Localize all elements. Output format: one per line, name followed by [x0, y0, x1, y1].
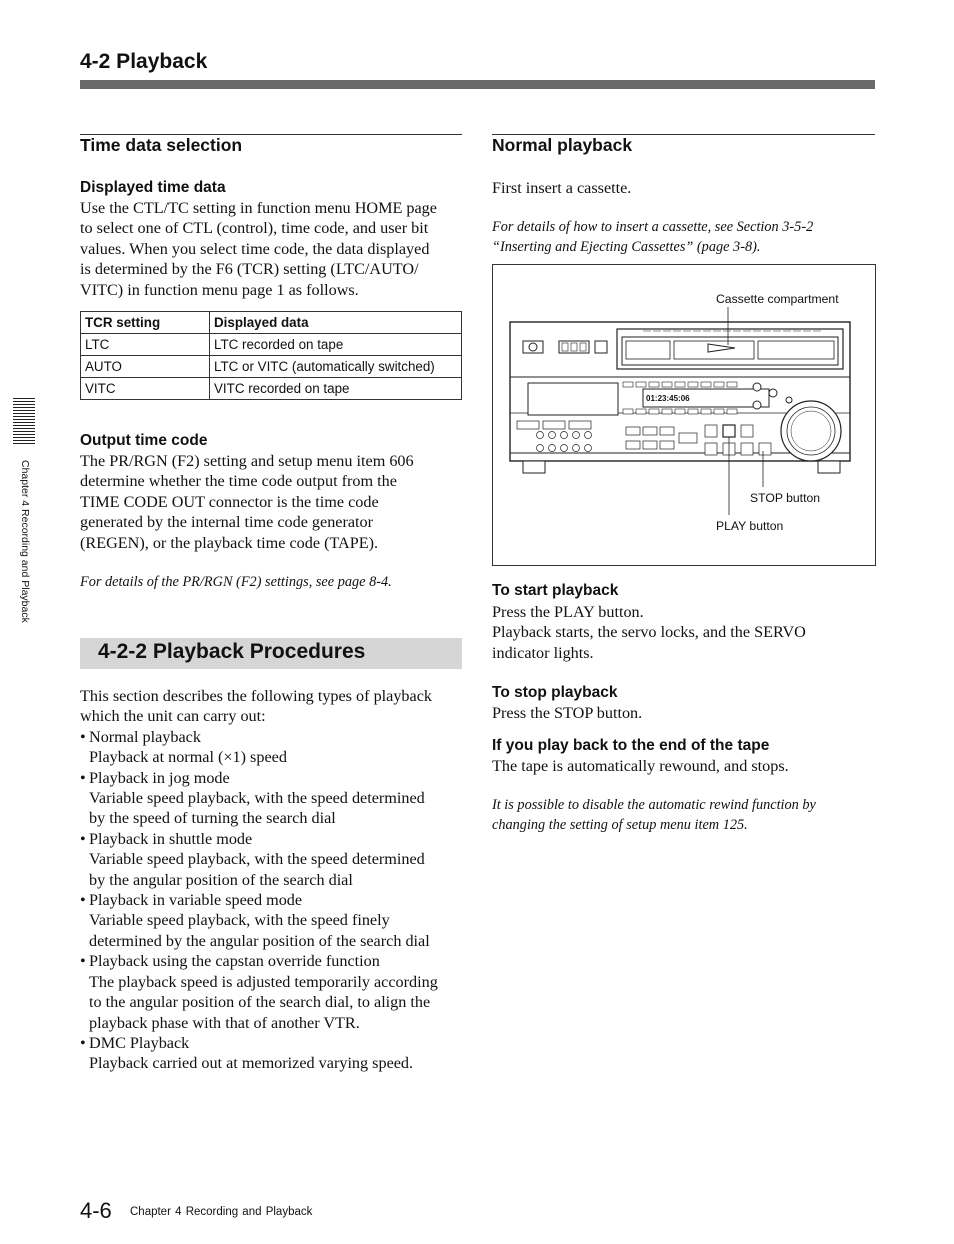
chapter-thumb-tab — [13, 398, 35, 446]
table-cell: AUTO — [81, 356, 210, 378]
time-data-heading: Time data selection — [80, 135, 243, 155]
table-row — [81, 334, 462, 356]
section-title: 4-2 Playback — [80, 50, 208, 73]
tcr-table — [80, 311, 462, 400]
footer-chapter-label: Chapter 4 Recording and Playback — [130, 1206, 313, 1218]
timecode-display: 01:23:45:06 — [646, 394, 690, 403]
stop-playback-heading: To stop playback — [492, 684, 618, 701]
cassette-compartment-label: Cassette compartment — [716, 292, 839, 306]
list-item: • Playback in variable speed mode Variable speed playback, with the speed finely determined by the angular position of the search dial — [80, 891, 430, 950]
list-item: • Playback in jog mode Variable speed playback, with the speed determined by the speed of turning the search dial — [80, 768, 425, 828]
list-item: • Playback using the capstan override function The playback speed is adjusted temporarily according to the angular position of the search dial, to align the playback phase with that of another VTR. — [80, 952, 438, 1032]
table-row — [81, 356, 462, 378]
start-playback-heading: To start playback — [492, 582, 619, 599]
chapter-side-label: Chapter 4 Recording and Playback — [19, 460, 31, 623]
procedures-heading: 4-2-2 Playback Procedures — [98, 640, 366, 663]
vtr-front-panel-illustration — [493, 265, 875, 565]
list-item: • Playback in shuttle mode Variable speed playback, with the speed determined by the angular position of the search dial — [80, 829, 425, 889]
page-number: 4-6 — [80, 1198, 112, 1223]
header-bar — [80, 80, 875, 89]
table-header-cell: TCR setting — [81, 312, 210, 334]
table-cell: VITC recorded on tape — [210, 378, 462, 400]
table-cell: LTC recorded on tape — [210, 334, 462, 356]
end-of-tape-text: The tape is automatically rewound, and stops. — [492, 757, 789, 775]
stop-button-label: STOP button — [750, 491, 821, 505]
stop-playback-text: Press the STOP button. — [492, 704, 643, 722]
output-tc-heading: Output time code — [80, 432, 208, 449]
displayed-time-text: Use the CTL/TC setting in function menu HOME page to select one of CTL (control), time code, and user bit values. When you select time code, the data displayed is determined by the F6 (TCR) setting (LTC/AUTO/ VITC) in function menu page 1 as follows. — [80, 199, 437, 299]
end-of-tape-heading: If you play back to the end of the tape — [492, 737, 770, 754]
end-of-tape-note: It is possible to disable the automatic rewind function by changing the setting of setup menu item 125. — [492, 797, 816, 833]
table-cell: VITC — [81, 378, 210, 400]
table-row — [81, 378, 462, 400]
start-playback-text: Press the PLAY button. Playback starts, the servo locks, and the SERVO indicator lights. — [492, 603, 806, 662]
procedures-heading-box — [80, 638, 462, 669]
list-item: • Normal playback Playback at normal (×1) speed — [80, 727, 287, 767]
table-cell: LTC or VITC (automatically switched) — [210, 356, 462, 378]
play-button-label: PLAY button — [716, 519, 784, 533]
vtr-figure — [492, 264, 876, 566]
table-cell: LTC — [81, 334, 210, 356]
list-item: • DMC Playback Playback carried out at memorized varying speed. — [80, 1033, 414, 1073]
procedures-body: This section describes the following types of playback which the unit can carry out: • Normal playback Playback at normal (×1) speed • Playback in jog mode Variable speed playback, with the speed determined by the speed of turning the search dial • Playback in shuttle mode Variable speed playback, with the speed determined by the angular position of the search dial • Playback in variable speed mode Variable speed playback, with the speed finely determined by the angular position of the search dial • Playback using the capstan override function The playback speed is adjusted temporarily according to the angular position of the search dial, to align the playback phase with that of another VTR. • DMC Playback Playback carried out at memorized varying speed. — [80, 686, 472, 1074]
table-header-cell: Displayed data — [210, 312, 462, 334]
insert-cassette-note: For details of how to insert a cassette, see Section 3-5-2 “Inserting and Ejecting Cassettes” (page 3-8). — [492, 219, 814, 255]
insert-cassette-text: First insert a cassette. — [492, 179, 632, 197]
normal-playback-heading: Normal playback — [492, 135, 633, 155]
output-tc-note: For details of the PR/RGN (F2) settings, see page 8-4. — [80, 574, 392, 590]
table-header-row — [81, 312, 462, 334]
displayed-time-heading: Displayed time data — [80, 179, 226, 196]
output-tc-text: The PR/RGN (F2) setting and setup menu item 606 determine whether the time code output from the TIME CODE OUT connector is the time code generated by the internal time code generator (REGEN), or the playback time code (TAPE). — [80, 452, 414, 552]
playback-type-list — [80, 727, 472, 1074]
